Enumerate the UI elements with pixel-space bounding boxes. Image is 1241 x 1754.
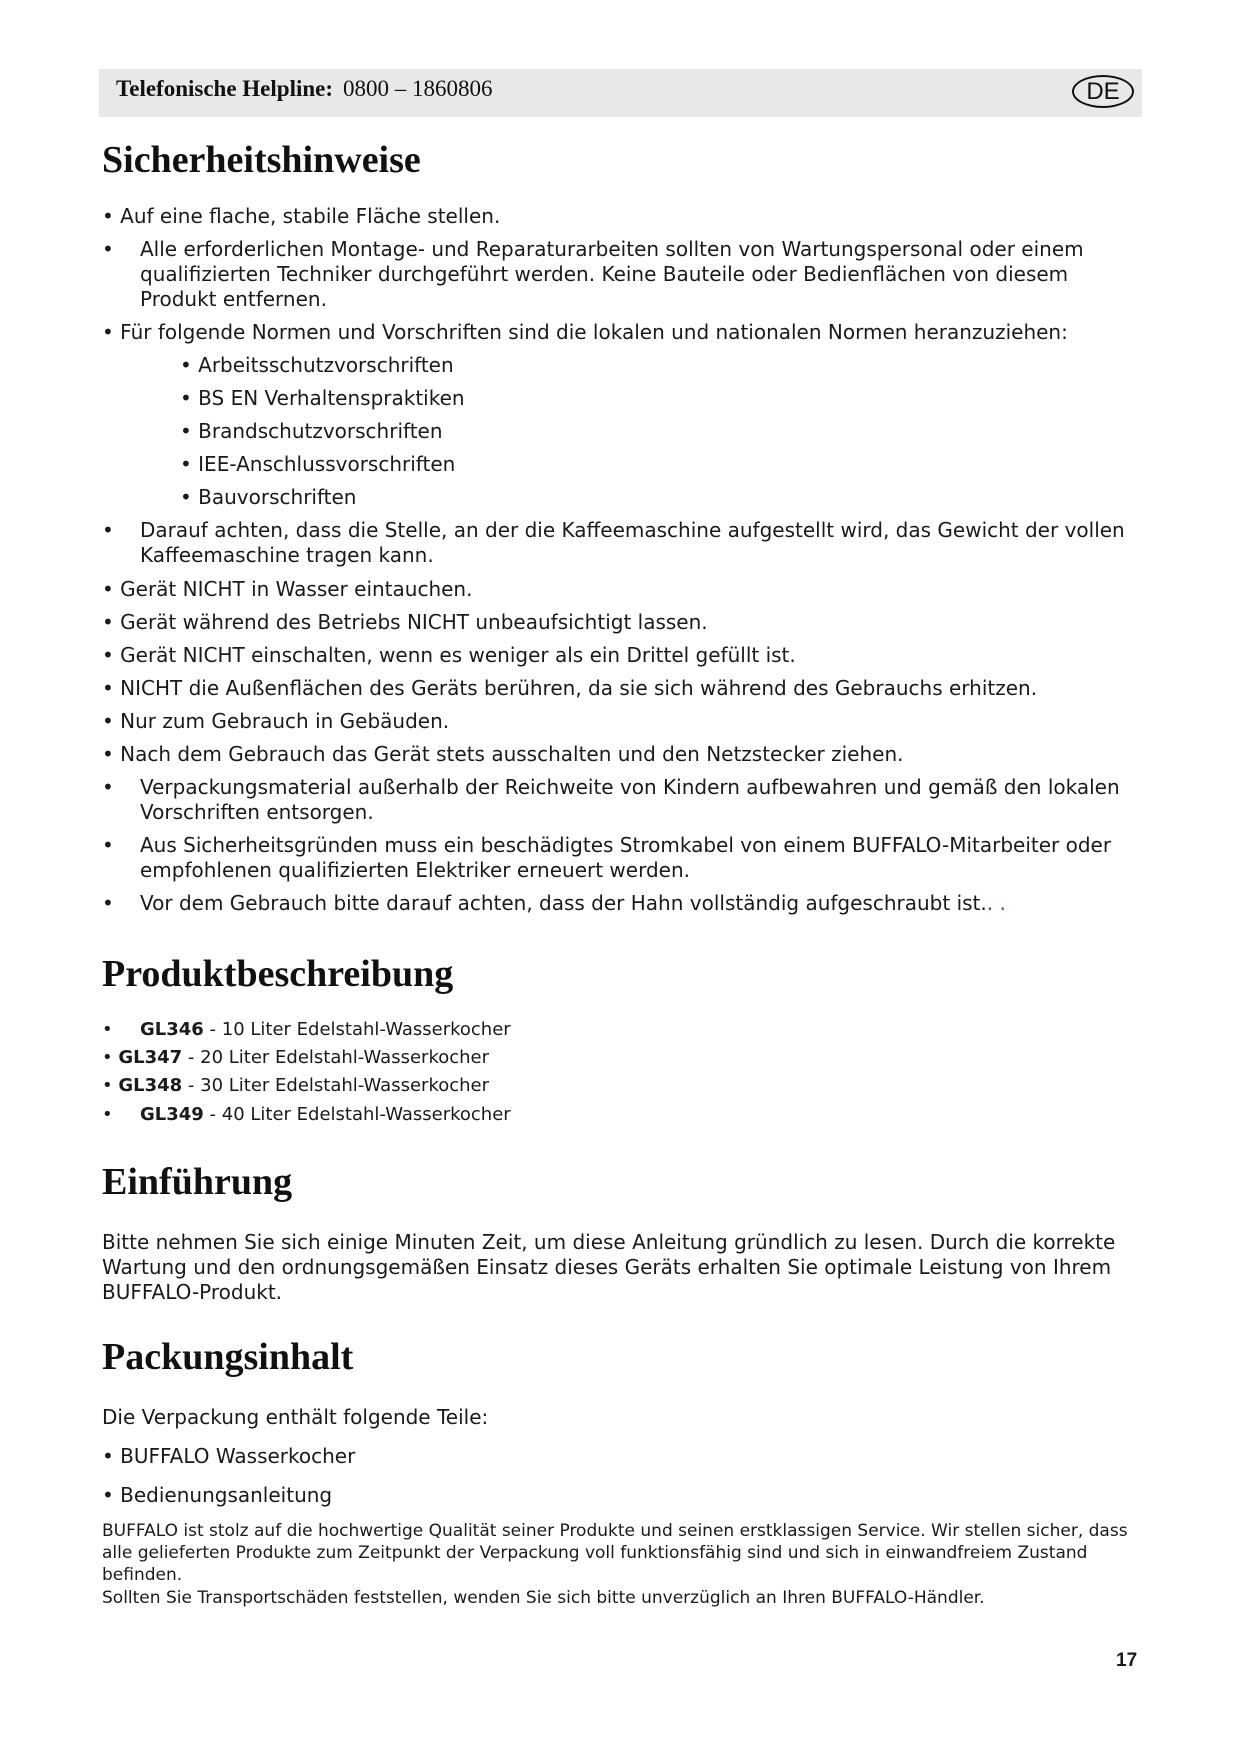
helpline-header: [99, 69, 1142, 117]
safety-item: • Auf eine flache, stabile Fläche stellen.: [102, 204, 501, 228]
product-code: GL347: [118, 1047, 183, 1068]
safety-item: Aus Sicherheitsgründen muss ein beschädigtes Stromkabel von einem BUFFALO-Mitarbeiter oder empfohlenen qualifizierten Elektriker erneuert werden.: [140, 833, 1112, 882]
product-desc: - 40 Liter Edelstahl-Wasserkocher: [203, 1104, 511, 1125]
safety-item-text: Vor dem Gebrauch bitte darauf achten, dass der Hahn vollständig aufgeschraubt ist.: [140, 891, 987, 915]
sub-item: • IEE-Anschlussvorschriften: [180, 452, 456, 476]
bullet-dot: •: [102, 891, 114, 915]
safety-item: • Nach dem Gebrauch das Gerät stets ausschalten und den Netzstecker ziehen.: [102, 742, 904, 766]
bullet-dot: •: [102, 237, 114, 261]
product-title: Produktbeschreibung: [102, 953, 454, 995]
product-code: GL348: [118, 1075, 183, 1096]
safety-item: • Für folgende Normen und Vorschriften sind die lokalen und nationalen Normen heranzuziehen:: [102, 320, 1068, 344]
bullet-dot: •: [102, 518, 114, 542]
product-item: • GL347 - 20 Liter Edelstahl-Wasserkocher: [102, 1047, 490, 1068]
intro-title: Einführung: [102, 1161, 293, 1203]
page-number: 17: [1116, 1650, 1138, 1671]
sub-item: • Arbeitsschutzvorschriften: [180, 353, 454, 377]
product-item: • GL348 - 30 Liter Edelstahl-Wasserkocher: [102, 1075, 490, 1096]
helpline-text: [116, 76, 493, 102]
package-item: • Bedienungsanleitung: [102, 1483, 333, 1507]
sub-item: • BS EN Verhaltenspraktiken: [180, 386, 465, 410]
intro-text: Bitte nehmen Sie sich einige Minuten Zeit, um diese Anleitung gründlich zu lesen. Durch die korrekte Wartung und den ordnungsgemäßen Einsatz dieses Geräts erhalten Sie optimale Leistung von Ihrem BUFFALO-Produkt.: [102, 1230, 1116, 1304]
safety-item: Alle erforderlichen Montage- und Reparaturarbeiten sollten von Wartungspersonal oder einem qualifizierten Techniker durchgeführt werden. Keine Bauteile oder Bedienflächen von diesem Produkt entfernen.: [140, 237, 1084, 311]
language-badge: DE: [1072, 75, 1134, 108]
quality-note: BUFFALO ist stolz auf die hochwertige Qualität seiner Produkte und seinen erstklassigen Service. Wir stellen sicher, dass alle gelieferten Produkte zum Zeitpunkt der Verpackung voll funktionsfähig sind und sich in einwandfreiem Zustand befinden.: [102, 1521, 1128, 1585]
safety-title: Sicherheitshinweise: [102, 139, 421, 181]
package-lead: Die Verpackung enthält folgende Teile:: [102, 1405, 489, 1429]
sub-item: • Brandschutzvorschriften: [180, 419, 443, 443]
product-desc: - 10 Liter Edelstahl-Wasserkocher: [203, 1019, 511, 1040]
product-item: • GL349 - 40 Liter Edelstahl-Wasserkocher: [102, 1104, 511, 1125]
product-code: GL349: [140, 1104, 204, 1125]
safety-item: Verpackungsmaterial außerhalb der Reichweite von Kindern aufbewahren und gemäß den lokalen Vorschriften entsorgen.: [140, 775, 1120, 824]
safety-item: • Gerät NICHT einschalten, wenn es weniger als ein Drittel gefüllt ist.: [102, 643, 796, 667]
trailing-dots: . .: [986, 891, 1006, 915]
helpline-number: 0800 – 1860806: [343, 76, 493, 101]
bullet-dot: •: [102, 833, 114, 857]
package-title: Packungsinhalt: [102, 1336, 354, 1378]
product-desc: - 30 Liter Edelstahl-Wasserkocher: [182, 1075, 490, 1096]
product-item: • GL346 - 10 Liter Edelstahl-Wasserkocher: [102, 1019, 511, 1040]
damage-note: Sollten Sie Transportschäden feststellen, wenden Sie sich bitte unverzüglich an Ihren BUFFALO-Händler.: [102, 1588, 985, 1608]
safety-item-last: [140, 891, 1140, 916]
product-code: GL346: [140, 1019, 204, 1040]
bullet-dot: •: [102, 775, 114, 799]
safety-item: • NICHT die Außenflächen des Geräts berühren, da sie sich während des Gebrauchs erhitzen.: [102, 676, 1038, 700]
product-desc: - 20 Liter Edelstahl-Wasserkocher: [182, 1047, 490, 1068]
package-item: • BUFFALO Wasserkocher: [102, 1444, 356, 1468]
helpline-label: Telefonische Helpline:: [116, 76, 334, 101]
safety-item: • Nur zum Gebrauch in Gebäuden.: [102, 709, 450, 733]
safety-item: Darauf achten, dass die Stelle, an der die Kaffeemaschine aufgestellt wird, das Gewicht der vollen Kaffeemaschine tragen kann.: [140, 518, 1125, 567]
safety-item: • Gerät NICHT in Wasser eintauchen.: [102, 577, 473, 601]
safety-item: • Gerät während des Betriebs NICHT unbeaufsichtigt lassen.: [102, 610, 708, 634]
sub-item: • Bauvorschriften: [180, 485, 357, 509]
